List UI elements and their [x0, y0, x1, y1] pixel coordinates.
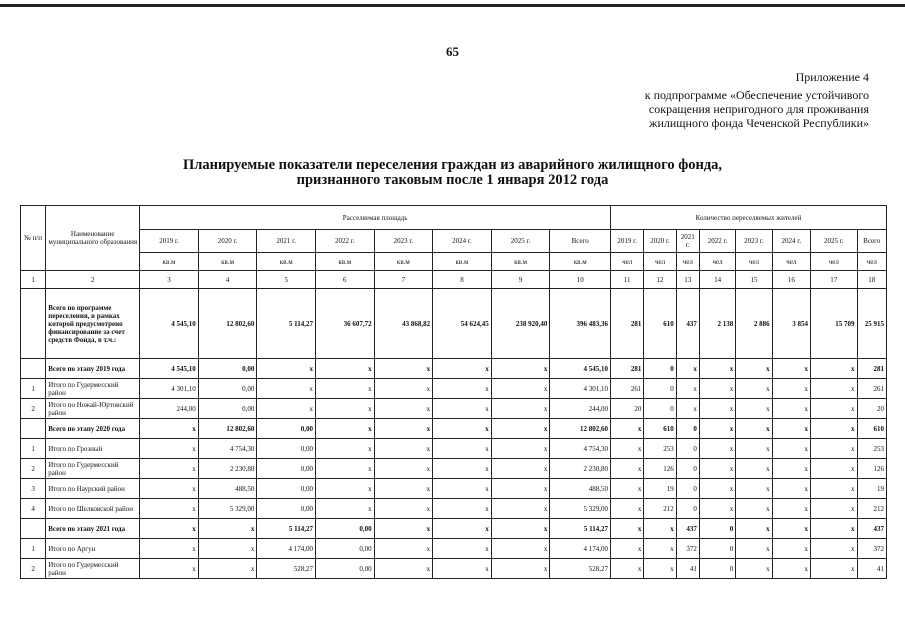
area-value: x — [433, 399, 492, 419]
row-number — [21, 519, 46, 539]
municipality-name: Итого по Гудермесский район — [46, 559, 140, 579]
people-value: x — [736, 479, 772, 499]
area-unit-header: кв.м — [198, 253, 257, 271]
table-row — [21, 379, 887, 399]
top-border-line — [0, 4, 905, 7]
people-year-header: 2025 г. — [811, 230, 857, 253]
area-value: 244,00 — [550, 399, 611, 419]
appendix-line-2: сокращения непригодного для проживания — [648, 102, 869, 116]
people-value: x — [644, 519, 676, 539]
area-value: 0,00 — [257, 499, 316, 519]
people-value: x — [736, 519, 772, 539]
people-value: x — [772, 419, 810, 439]
column-number: 11 — [611, 271, 644, 289]
municipality-name: Итого по Шелковской район — [46, 499, 140, 519]
area-year-header: 2021 г. — [257, 230, 316, 253]
header-area-group: Расселяемая площадь — [140, 206, 611, 230]
area-value: x — [491, 559, 550, 579]
area-value: 12 802,60 — [550, 419, 611, 439]
people-value: 0 — [676, 499, 699, 519]
municipality-name: Всего по программе переселения, в рамках которой предусмотрено финансирование за счет средств Фонда, в т.ч.: — [46, 289, 140, 359]
people-value: x — [811, 359, 857, 379]
area-value: x — [198, 539, 257, 559]
people-value: x — [644, 559, 676, 579]
area-value: x — [315, 379, 374, 399]
area-value: x — [491, 479, 550, 499]
people-unit-header: чел — [644, 253, 676, 271]
area-value: 0,00 — [315, 519, 374, 539]
row-number: 1 — [21, 379, 46, 399]
people-unit-header: чел — [611, 253, 644, 271]
people-value: x — [611, 499, 644, 519]
row-number — [21, 359, 46, 379]
area-value: x — [433, 359, 492, 379]
area-value: 0,00 — [198, 379, 257, 399]
people-value: 25 915 — [857, 289, 887, 359]
people-value: 20 — [857, 399, 887, 419]
area-value: x — [315, 399, 374, 419]
area-value: x — [374, 519, 433, 539]
area-value: 0,00 — [257, 459, 316, 479]
area-value: 5 114,27 — [550, 519, 611, 539]
area-value: x — [140, 499, 199, 519]
column-number: 4 — [198, 271, 257, 289]
header-num: № п/п — [21, 206, 46, 271]
municipality-name: Итого по Гудермесский район — [46, 459, 140, 479]
row-number: 4 — [21, 499, 46, 519]
area-value: x — [140, 559, 199, 579]
people-value: x — [699, 419, 735, 439]
area-value: 12 802,60 — [198, 289, 257, 359]
people-value: x — [644, 539, 676, 559]
appendix-line-1: к подпрограмме «Обеспечение устойчивого — [644, 88, 869, 102]
area-value: 4 545,10 — [140, 289, 199, 359]
header-years-row — [21, 230, 887, 253]
people-value: x — [811, 559, 857, 579]
people-value: x — [699, 439, 735, 459]
people-value: x — [736, 539, 772, 559]
area-value: x — [374, 559, 433, 579]
area-unit-header: кв.м — [374, 253, 433, 271]
people-value: x — [611, 559, 644, 579]
area-value: 396 483,36 — [550, 289, 611, 359]
people-value: x — [811, 459, 857, 479]
document-title — [0, 158, 905, 188]
area-unit-header: кв.м — [257, 253, 316, 271]
column-number: 7 — [374, 271, 433, 289]
area-value: x — [374, 459, 433, 479]
column-number: 9 — [491, 271, 550, 289]
area-value: 488,50 — [198, 479, 257, 499]
area-value: x — [433, 419, 492, 439]
column-number: 14 — [699, 271, 735, 289]
people-value: x — [772, 459, 810, 479]
area-value: x — [140, 439, 199, 459]
people-year-header: 2020 г. — [644, 230, 676, 253]
people-value: x — [772, 379, 810, 399]
row-number: 2 — [21, 399, 46, 419]
table-body — [21, 289, 887, 579]
area-value: x — [491, 439, 550, 459]
area-value: x — [315, 459, 374, 479]
people-value: 610 — [857, 419, 887, 439]
area-year-header: 2023 г. — [374, 230, 433, 253]
header-units-row — [21, 253, 887, 271]
area-value: x — [491, 539, 550, 559]
area-value: x — [374, 419, 433, 439]
area-unit-header: кв.м — [491, 253, 550, 271]
area-value: x — [315, 499, 374, 519]
people-year-header: 2021 г. — [676, 230, 699, 253]
people-unit-header: чел — [676, 253, 699, 271]
people-value: x — [736, 419, 772, 439]
people-unit-header: чел — [811, 253, 857, 271]
area-value: 0,00 — [198, 399, 257, 419]
people-value: 372 — [676, 539, 699, 559]
area-value: x — [140, 479, 199, 499]
people-unit-header: чел — [772, 253, 810, 271]
column-number: 10 — [550, 271, 611, 289]
people-value: x — [736, 399, 772, 419]
people-value: 41 — [857, 559, 887, 579]
people-value: x — [811, 399, 857, 419]
area-year-header: 2025 г. — [491, 230, 550, 253]
table-row — [21, 359, 887, 379]
area-value: 0,00 — [257, 419, 316, 439]
column-number: 12 — [644, 271, 676, 289]
area-value: x — [433, 459, 492, 479]
people-value: 19 — [644, 479, 676, 499]
area-year-header: 2020 г. — [198, 230, 257, 253]
area-value: 0,00 — [315, 559, 374, 579]
people-value: 41 — [676, 559, 699, 579]
area-value: 244,00 — [140, 399, 199, 419]
people-value: x — [772, 519, 810, 539]
area-value: 4 545,10 — [140, 359, 199, 379]
area-value: x — [433, 379, 492, 399]
people-value: x — [811, 419, 857, 439]
people-value: x — [611, 439, 644, 459]
people-value: x — [811, 499, 857, 519]
people-value: x — [736, 559, 772, 579]
area-value: 528,27 — [550, 559, 611, 579]
area-value: x — [315, 419, 374, 439]
people-value: 610 — [644, 289, 676, 359]
people-value: x — [699, 499, 735, 519]
row-number — [21, 419, 46, 439]
people-value: x — [772, 539, 810, 559]
area-value: x — [374, 359, 433, 379]
area-value: x — [491, 379, 550, 399]
column-number: 2 — [46, 271, 140, 289]
area-value: x — [140, 459, 199, 479]
people-value: 253 — [857, 439, 887, 459]
area-value: x — [491, 419, 550, 439]
area-value: 5 114,27 — [257, 289, 316, 359]
people-value: x — [736, 499, 772, 519]
area-value: 43 868,82 — [374, 289, 433, 359]
row-number — [21, 289, 46, 359]
area-value: x — [491, 399, 550, 419]
table-row — [21, 419, 887, 439]
area-value: 528,27 — [257, 559, 316, 579]
people-value: 212 — [644, 499, 676, 519]
people-value: x — [772, 359, 810, 379]
area-value: 4 754,30 — [198, 439, 257, 459]
area-value: x — [433, 479, 492, 499]
people-value: 281 — [611, 289, 644, 359]
table-row — [21, 479, 887, 499]
people-value: 3 854 — [772, 289, 810, 359]
people-value: 0 — [644, 399, 676, 419]
area-value: 2 230,80 — [550, 459, 611, 479]
column-number: 16 — [772, 271, 810, 289]
people-value: 437 — [676, 289, 699, 359]
column-number: 15 — [736, 271, 772, 289]
people-value: 0 — [699, 539, 735, 559]
people-value: x — [811, 439, 857, 459]
column-number: 1 — [21, 271, 46, 289]
people-value: 0 — [644, 359, 676, 379]
people-value: 15 709 — [811, 289, 857, 359]
area-value: x — [433, 539, 492, 559]
table-row — [21, 289, 887, 359]
people-unit-header: чел — [857, 253, 887, 271]
people-value: 610 — [644, 419, 676, 439]
people-value: 0 — [676, 479, 699, 499]
column-number: 3 — [140, 271, 199, 289]
people-value: x — [772, 439, 810, 459]
people-value: x — [611, 539, 644, 559]
area-unit-header: кв.м — [140, 253, 199, 271]
municipality-name: Итого по Наурский район — [46, 479, 140, 499]
area-value: x — [140, 519, 199, 539]
people-value: 0 — [699, 519, 735, 539]
people-value: x — [811, 539, 857, 559]
area-value: x — [433, 439, 492, 459]
people-value: 437 — [676, 519, 699, 539]
people-value: 19 — [857, 479, 887, 499]
people-value: x — [611, 459, 644, 479]
column-number: 8 — [433, 271, 492, 289]
area-value: x — [257, 399, 316, 419]
area-value: 0,00 — [257, 439, 316, 459]
row-number: 2 — [21, 459, 46, 479]
column-number: 6 — [315, 271, 374, 289]
area-unit-header: кв.м — [550, 253, 611, 271]
people-value: x — [611, 419, 644, 439]
people-value: x — [772, 479, 810, 499]
area-value: 0,00 — [198, 359, 257, 379]
people-value: x — [699, 379, 735, 399]
column-number: 13 — [676, 271, 699, 289]
table-row — [21, 399, 887, 419]
area-value: 0,00 — [315, 539, 374, 559]
column-number: 18 — [857, 271, 887, 289]
people-value: x — [772, 399, 810, 419]
people-year-header: Всего — [857, 230, 887, 253]
appendix-label: Приложение 4 — [795, 70, 869, 84]
resettlement-table — [20, 205, 887, 579]
people-value: x — [772, 559, 810, 579]
area-value: x — [433, 519, 492, 539]
people-value: 2 138 — [699, 289, 735, 359]
table-row — [21, 439, 887, 459]
area-value: 4 545,10 — [550, 359, 611, 379]
people-unit-header: чел — [699, 253, 735, 271]
people-value: x — [676, 379, 699, 399]
area-value: x — [491, 459, 550, 479]
area-value: 4 174,00 — [550, 539, 611, 559]
municipality-name: Итого по Ножай-Юртовский район — [46, 399, 140, 419]
people-value: 0 — [676, 439, 699, 459]
area-value: 4 754,30 — [550, 439, 611, 459]
people-value: x — [811, 519, 857, 539]
area-value: x — [257, 359, 316, 379]
area-value: x — [140, 419, 199, 439]
appendix-line-3: жилищного фонда Чеченской Республики» — [649, 116, 869, 130]
table-row — [21, 499, 887, 519]
people-value: x — [699, 459, 735, 479]
people-year-header: 2023 г. — [736, 230, 772, 253]
people-value: 437 — [857, 519, 887, 539]
area-value: x — [491, 499, 550, 519]
area-value: 4 301,10 — [140, 379, 199, 399]
column-number: 17 — [811, 271, 857, 289]
area-value: 0,00 — [257, 479, 316, 499]
people-value: x — [699, 479, 735, 499]
area-value: 4 301,10 — [550, 379, 611, 399]
area-year-header: 2024 г. — [433, 230, 492, 253]
row-number: 1 — [21, 539, 46, 559]
area-year-header: Всего — [550, 230, 611, 253]
area-value: x — [315, 479, 374, 499]
people-value: x — [736, 439, 772, 459]
area-value: x — [374, 379, 433, 399]
title-line-1: Планируемые показатели переселения граждан из аварийного жилищного фонда, — [182, 157, 723, 173]
row-number: 2 — [21, 559, 46, 579]
area-value: 238 920,40 — [491, 289, 550, 359]
area-value: x — [315, 359, 374, 379]
area-value: x — [491, 359, 550, 379]
municipality-name: Итого по Гудермесский район — [46, 379, 140, 399]
row-number: 3 — [21, 479, 46, 499]
people-value: 0 — [699, 559, 735, 579]
header-name: Наименование муниципального образования — [46, 206, 140, 271]
area-value: x — [374, 479, 433, 499]
table-row — [21, 459, 887, 479]
area-value: x — [433, 499, 492, 519]
people-year-header: 2019 г. — [611, 230, 644, 253]
row-number: 1 — [21, 439, 46, 459]
title-line-2: признанного таковым после 1 января 2012 года — [296, 172, 609, 188]
area-value: x — [257, 379, 316, 399]
people-value: x — [736, 459, 772, 479]
municipality-name: Всего по этапу 2020 года — [46, 419, 140, 439]
people-value: x — [611, 519, 644, 539]
area-value: x — [198, 559, 257, 579]
municipality-name: Итого по Грозный — [46, 439, 140, 459]
area-unit-header: кв.м — [315, 253, 374, 271]
people-year-header: 2024 г. — [772, 230, 810, 253]
people-value: x — [736, 359, 772, 379]
area-value: 54 624,45 — [433, 289, 492, 359]
area-unit-header: кв.м — [433, 253, 492, 271]
area-year-header: 2022 г. — [315, 230, 374, 253]
area-value: 5 329,00 — [198, 499, 257, 519]
people-unit-header: чел — [736, 253, 772, 271]
area-value: 4 174,00 — [257, 539, 316, 559]
people-value: x — [699, 399, 735, 419]
people-value: 0 — [644, 379, 676, 399]
municipality-name: Всего по этапу 2021 года — [46, 519, 140, 539]
people-value: 0 — [676, 459, 699, 479]
area-value: 488,50 — [550, 479, 611, 499]
people-value: x — [699, 359, 735, 379]
people-value: 0 — [676, 419, 699, 439]
area-value: x — [491, 519, 550, 539]
header-column-numbers-row — [21, 271, 887, 289]
area-value: x — [198, 519, 257, 539]
table-row — [21, 539, 887, 559]
people-value: 20 — [611, 399, 644, 419]
people-value: 261 — [611, 379, 644, 399]
page-number: 65 — [446, 44, 459, 59]
people-value: 126 — [857, 459, 887, 479]
column-number: 5 — [257, 271, 316, 289]
people-value: 281 — [611, 359, 644, 379]
municipality-name: Всего по этапу 2019 года — [46, 359, 140, 379]
people-value: 261 — [857, 379, 887, 399]
appendix-note — [645, 70, 869, 130]
people-value: x — [611, 479, 644, 499]
area-value: 5 329,00 — [550, 499, 611, 519]
area-value: 2 230,80 — [198, 459, 257, 479]
people-value: 126 — [644, 459, 676, 479]
header-people-group: Количество переселяемых жителей — [611, 206, 887, 230]
area-value: x — [140, 539, 199, 559]
area-year-header: 2019 г. — [140, 230, 199, 253]
municipality-name: Итого по Аргун — [46, 539, 140, 559]
people-value: x — [811, 379, 857, 399]
area-value: x — [374, 499, 433, 519]
area-value: 36 607,72 — [315, 289, 374, 359]
area-value: x — [433, 559, 492, 579]
people-value: 372 — [857, 539, 887, 559]
area-value: x — [315, 439, 374, 459]
people-value: x — [736, 379, 772, 399]
table-row — [21, 559, 887, 579]
people-value: 253 — [644, 439, 676, 459]
area-value: x — [374, 539, 433, 559]
area-value: 12 802,60 — [198, 419, 257, 439]
area-value: 5 114,27 — [257, 519, 316, 539]
people-value: x — [676, 359, 699, 379]
people-value: x — [811, 479, 857, 499]
people-value: 212 — [857, 499, 887, 519]
area-value: x — [374, 439, 433, 459]
people-value: 281 — [857, 359, 887, 379]
people-year-header: 2022 г. — [699, 230, 735, 253]
people-value: x — [772, 499, 810, 519]
table-row — [21, 519, 887, 539]
people-value: x — [676, 399, 699, 419]
area-value: x — [374, 399, 433, 419]
people-value: 2 886 — [736, 289, 772, 359]
